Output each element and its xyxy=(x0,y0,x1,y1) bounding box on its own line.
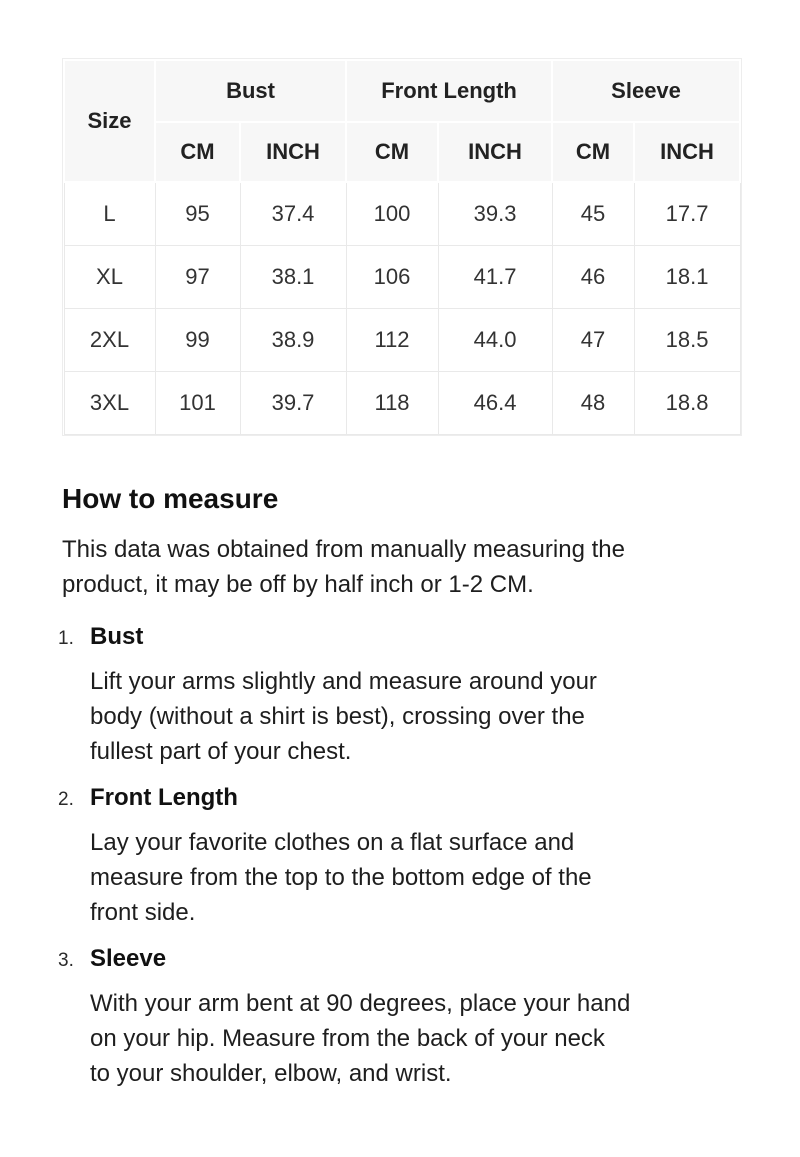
description-line: on your hip. Measure from the back of your neck xyxy=(90,1024,605,1052)
measurement-cell: 38.9 xyxy=(240,308,346,371)
step-heading xyxy=(58,622,740,652)
measurement-cell: 48 xyxy=(552,371,634,434)
measurement-cell: 95 xyxy=(155,182,240,245)
step-heading xyxy=(58,783,740,813)
step-title: Bust xyxy=(90,622,144,650)
measurement-cell: 46 xyxy=(552,245,634,308)
bust-inch-header: INCH xyxy=(240,122,346,182)
size-chart-container xyxy=(62,58,742,436)
size-chart-header xyxy=(64,60,740,182)
description-line: front side. xyxy=(90,898,196,926)
group-header-row xyxy=(64,60,740,122)
step-description xyxy=(90,986,740,1091)
measurement-cell: 118 xyxy=(346,371,438,434)
size-column-header: Size xyxy=(64,60,155,182)
table-row-3xl xyxy=(64,371,740,434)
size-cell: L xyxy=(64,182,155,245)
description-line: measure from the top to the bottom edge of the xyxy=(90,863,592,891)
bust-cm-header: CM xyxy=(155,122,240,182)
table-row-2xl xyxy=(64,308,740,371)
front-length-group-header: Front Length xyxy=(346,60,552,122)
step-heading xyxy=(58,944,740,974)
description-line: body (without a shirt is best), crossing over the xyxy=(90,702,585,730)
size-cell: 3XL xyxy=(64,371,155,434)
measurement-cell: 106 xyxy=(346,245,438,308)
table-row-l xyxy=(64,182,740,245)
description-line: With your arm bent at 90 degrees, place your hand xyxy=(90,989,631,1017)
size-chart-table xyxy=(63,59,741,435)
step-number: 2. xyxy=(58,788,74,810)
front-length-inch-header: INCH xyxy=(438,122,552,182)
measurement-cell: 39.7 xyxy=(240,371,346,434)
description-line: Lay your favorite clothes on a flat surface and xyxy=(90,828,575,856)
step-item-front-length xyxy=(58,783,740,930)
step-number: 3. xyxy=(58,949,74,971)
unit-header-row xyxy=(64,122,740,182)
measurement-cell: 41.7 xyxy=(438,245,552,308)
measurement-cell: 17.7 xyxy=(634,182,740,245)
measurement-cell: 100 xyxy=(346,182,438,245)
measurement-cell: 18.5 xyxy=(634,308,740,371)
table-row-xl xyxy=(64,245,740,308)
measurement-cell: 97 xyxy=(155,245,240,308)
size-chart-body xyxy=(64,182,740,434)
step-description xyxy=(90,664,740,769)
measurement-cell: 37.4 xyxy=(240,182,346,245)
step-title: Sleeve xyxy=(90,944,167,972)
description-line: Lift your arms slightly and measure around your xyxy=(90,667,597,695)
measurement-cell: 44.0 xyxy=(438,308,552,371)
size-cell: 2XL xyxy=(64,308,155,371)
measurement-cell: 112 xyxy=(346,308,438,371)
measurement-cell: 45 xyxy=(552,182,634,245)
description-line: to your shoulder, elbow, and wrist. xyxy=(90,1059,452,1087)
measurement-cell: 18.1 xyxy=(634,245,740,308)
measurement-cell: 18.8 xyxy=(634,371,740,434)
measurement-cell: 99 xyxy=(155,308,240,371)
measurement-cell: 101 xyxy=(155,371,240,434)
step-title: Front Length xyxy=(90,783,238,811)
measurement-cell: 39.3 xyxy=(438,182,552,245)
intro-line: product, it may be off by half inch or 1-2 CM. xyxy=(62,570,534,598)
description-line: fullest part of your chest. xyxy=(90,737,352,765)
intro-line: This data was obtained from manually measuring the xyxy=(62,535,625,563)
step-item-bust xyxy=(58,622,740,769)
bust-group-header: Bust xyxy=(155,60,346,122)
how-to-measure-heading: How to measure xyxy=(62,482,279,514)
intro-paragraph xyxy=(62,532,740,602)
measurement-cell: 47 xyxy=(552,308,634,371)
front-length-cm-header: CM xyxy=(346,122,438,182)
sleeve-cm-header: CM xyxy=(552,122,634,182)
sleeve-inch-header: INCH xyxy=(634,122,740,182)
step-number: 1. xyxy=(58,627,74,649)
measurement-steps-list xyxy=(58,622,740,1091)
measurement-cell: 46.4 xyxy=(438,371,552,434)
sleeve-group-header: Sleeve xyxy=(552,60,740,122)
step-description xyxy=(90,825,740,930)
size-cell: XL xyxy=(64,245,155,308)
measurement-cell: 38.1 xyxy=(240,245,346,308)
step-item-sleeve xyxy=(58,944,740,1091)
